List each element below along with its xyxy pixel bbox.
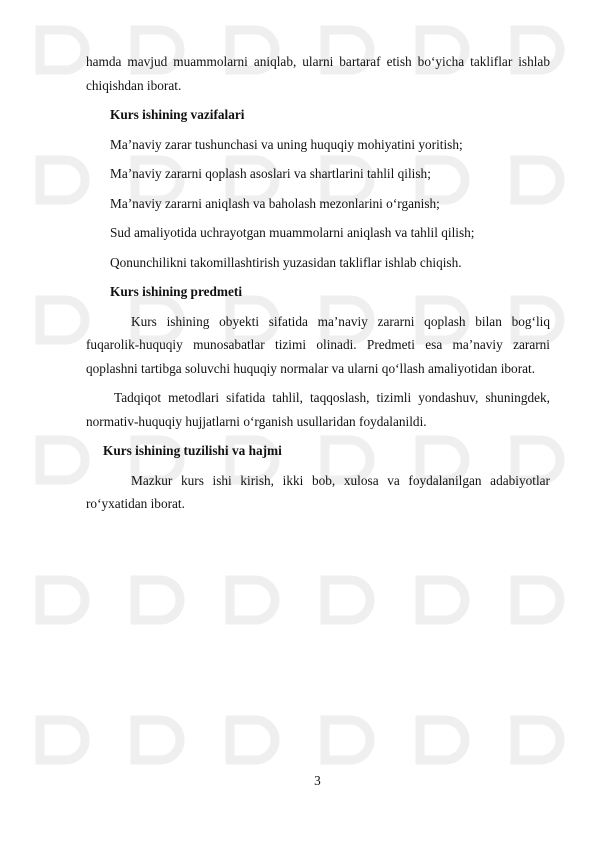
tasks-list xyxy=(86,133,550,275)
tasks-heading: Kurs ishining vazifalari xyxy=(110,107,245,122)
structure-paragraph: Mazkur kurs ishi kirish, ikki bob, xulosa va foydalanilgan adabiyotlar ro‘yxatidan iborat. xyxy=(86,472,550,511)
methods-paragraph: Tadqiqot metodlari sifatida tahlil, taqqoslash, tizimli yondashuv, shuningdek, normativ-huquqiy hujjatlarni o‘rganish usullaridan foydalanildi. xyxy=(86,390,550,429)
intro-paragraph: hamda mavjud muammolarni aniqlab, ularni bartaraf etish bo‘yicha takliflar ishlab chiqishdan iborat. xyxy=(86,54,550,93)
structure-heading: Kurs ishining tuzilishi va hajmi xyxy=(103,443,282,458)
page-number: 3 xyxy=(314,773,321,788)
task-item: Ma’naviy zarar tushunchasi va uning huquqiy mohiyatini yoritish; xyxy=(110,136,463,152)
task-item: Sud amaliyotida uchrayotgan muammolarni aniqlash va tahlil qilish; xyxy=(110,225,475,240)
task-item: Qonunchilikni takomillashtirish yuzasidan takliflar ishlab chiqish. xyxy=(110,254,462,270)
subject-heading: Kurs ishining predmeti xyxy=(110,284,243,299)
task-item: Ma’naviy zararni aniqlash va baholash mezonlarini o‘rganish; xyxy=(110,195,440,211)
task-item: Ma’naviy zararni qoplash asoslari va shartlarini tahlil qilish; xyxy=(110,166,431,181)
document-page xyxy=(86,50,550,522)
subject-paragraph: Kurs ishining obyekti sifatida ma’naviy zararni qoplash bilan bog‘liq fuqarolik-huquqiy munosabatlar tizimi olinadi. Predmeti esa ma’naviy zararni qoplashni tartibga soluvchi huquqiy normalar va ularni qo‘llash amaliyotidan iborat. xyxy=(86,313,550,376)
